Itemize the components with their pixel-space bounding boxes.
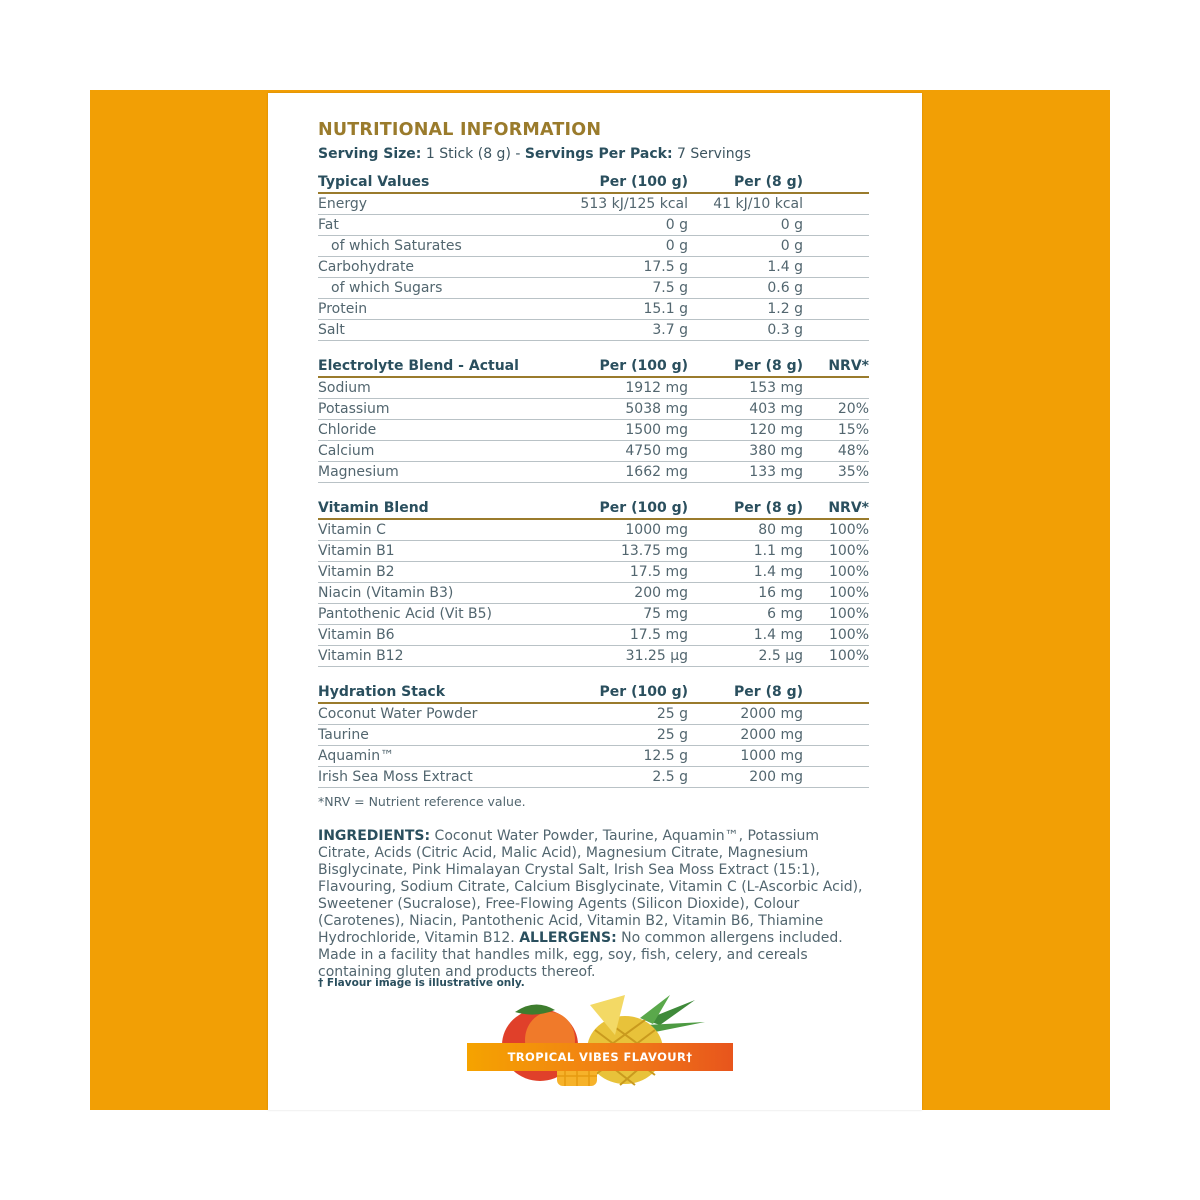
nutrient-value: 100% — [803, 625, 869, 646]
nutrient-name: Magnesium — [318, 462, 550, 483]
nutrient-name: Carbohydrate — [318, 257, 550, 278]
table-row — [318, 725, 869, 746]
nutrient-name: Energy — [318, 193, 550, 215]
column-header: NRV* — [803, 349, 869, 377]
table-row — [318, 257, 869, 278]
nutrient-name: Taurine — [318, 725, 550, 746]
nutrient-value: 1.1 mg — [688, 541, 803, 562]
nutrient-value: 7.5 g — [550, 278, 688, 299]
table-row — [318, 646, 869, 667]
table-row — [318, 625, 869, 646]
nutrient-value: 120 mg — [688, 420, 803, 441]
nutrient-name: Chloride — [318, 420, 550, 441]
nutrient-value: 12.5 g — [550, 746, 688, 767]
nutrient-name: Salt — [318, 320, 550, 341]
serving-size-value: 1 Stick (8 g) — [425, 146, 511, 162]
nutrient-value: 513 kJ/125 kcal — [550, 193, 688, 215]
nutrient-value: 0.3 g — [688, 320, 803, 341]
nutrient-value: 25 g — [550, 703, 688, 725]
nutrient-name: Vitamin B2 — [318, 562, 550, 583]
nutrient-value: 48% — [803, 441, 869, 462]
column-header — [803, 675, 869, 703]
table-row — [318, 703, 869, 725]
nutrition-content — [318, 118, 869, 981]
nutrient-value — [803, 299, 869, 320]
nutrient-value: 0 g — [688, 215, 803, 236]
allergens-label: ALLERGENS: — [519, 930, 617, 946]
nutrient-value: 17.5 mg — [550, 562, 688, 583]
column-header: NRV* — [803, 491, 869, 519]
nutrient-name: Fat — [318, 215, 550, 236]
nutrient-value: 41 kJ/10 kcal — [688, 193, 803, 215]
nutrient-name: Sodium — [318, 377, 550, 399]
nutrient-name: Coconut Water Powder — [318, 703, 550, 725]
nutrient-value: 4750 mg — [550, 441, 688, 462]
nutrient-value — [803, 278, 869, 299]
nutrient-value: 100% — [803, 519, 869, 541]
nutrient-value: 1000 mg — [688, 746, 803, 767]
nutrient-value: 0.6 g — [688, 278, 803, 299]
nutrient-value: 1662 mg — [550, 462, 688, 483]
nutrient-value — [803, 257, 869, 278]
column-header: Per (100 g) — [550, 349, 688, 377]
servings-per-pack-label: Servings Per Pack: — [524, 146, 673, 162]
table-row — [318, 441, 869, 462]
section-spacer — [318, 341, 869, 350]
nutrient-name: Calcium — [318, 441, 550, 462]
nutrient-name: Niacin (Vitamin B3) — [318, 583, 550, 604]
column-header: Per (8 g) — [688, 165, 803, 193]
table-row — [318, 420, 869, 441]
nutrient-value: 2.5 µg — [688, 646, 803, 667]
nutrient-value: 133 mg — [688, 462, 803, 483]
nutrient-name: Irish Sea Moss Extract — [318, 767, 550, 788]
nutrient-value — [803, 193, 869, 215]
serving-size-label: Serving Size: — [318, 146, 422, 162]
column-header: Vitamin Blend — [318, 491, 550, 519]
flavour-banner: TROPICAL VIBES FLAVOUR† — [467, 1043, 733, 1071]
nutrient-value: 13.75 mg — [550, 541, 688, 562]
nutrient-value: 200 mg — [550, 583, 688, 604]
nutrient-value — [803, 236, 869, 257]
nutrient-value: 1.4 mg — [688, 562, 803, 583]
column-header: Per (100 g) — [550, 675, 688, 703]
nutrient-name: Vitamin B1 — [318, 541, 550, 562]
table-row — [318, 193, 869, 215]
nutrient-value: 17.5 g — [550, 257, 688, 278]
nutrient-value: 100% — [803, 646, 869, 667]
nutrient-value — [803, 215, 869, 236]
nutrient-name: of which Saturates — [318, 236, 550, 257]
ingredients-label: INGREDIENTS: — [318, 828, 431, 844]
table-row — [318, 399, 869, 420]
nutrient-value: 16 mg — [688, 583, 803, 604]
nutrient-value — [803, 725, 869, 746]
table-row — [318, 604, 869, 625]
column-header: Electrolyte Blend - Actual — [318, 349, 550, 377]
nutrient-value — [803, 703, 869, 725]
mango-pineapple-image — [495, 990, 725, 1090]
nutrient-value: 20% — [803, 399, 869, 420]
nutrient-name: Vitamin B12 — [318, 646, 550, 667]
nutrient-name: Vitamin C — [318, 519, 550, 541]
table-row — [318, 236, 869, 257]
nutrient-value: 75 mg — [550, 604, 688, 625]
nutrient-value — [803, 377, 869, 399]
servings-per-pack-value: 7 Servings — [677, 146, 751, 162]
nutrient-value — [803, 746, 869, 767]
table-row — [318, 541, 869, 562]
column-header: Per (8 g) — [688, 491, 803, 519]
nutrient-value — [803, 320, 869, 341]
allergens-text: No common allergens included. Made in a facility that handles milk, egg, soy, fish, celery, and cereals containing gluten and products thereof. — [318, 930, 843, 980]
nutrient-value: 153 mg — [688, 377, 803, 399]
table-row — [318, 767, 869, 788]
table-row — [318, 746, 869, 767]
nutrient-value: 5038 mg — [550, 399, 688, 420]
nutrient-value: 100% — [803, 604, 869, 625]
serving-info — [318, 143, 869, 165]
column-header: Typical Values — [318, 165, 550, 193]
nutrient-value: 100% — [803, 562, 869, 583]
section-spacer — [318, 667, 869, 676]
nutrient-value: 2000 mg — [688, 725, 803, 746]
table-row — [318, 320, 869, 341]
nutrient-value: 100% — [803, 541, 869, 562]
nutrient-value: 17.5 mg — [550, 625, 688, 646]
nutrient-value: 1.4 g — [688, 257, 803, 278]
nutrient-value: 0 g — [550, 236, 688, 257]
nutrient-value: 35% — [803, 462, 869, 483]
nutrient-value: 2000 mg — [688, 703, 803, 725]
serving-separator: - — [515, 146, 521, 162]
nutrient-value: 15.1 g — [550, 299, 688, 320]
table-row — [318, 562, 869, 583]
nutrient-name: of which Sugars — [318, 278, 550, 299]
ingredients-block — [318, 828, 869, 981]
column-header — [803, 165, 869, 193]
table-row — [318, 583, 869, 604]
nutrient-value: 6 mg — [688, 604, 803, 625]
nutrient-value: 0 g — [550, 215, 688, 236]
vitamin-header-row — [318, 491, 869, 519]
column-header: Hydration Stack — [318, 675, 550, 703]
table-row — [318, 215, 869, 236]
nutrient-value: 25 g — [550, 725, 688, 746]
typical-header-row — [318, 165, 869, 193]
nutrition-table — [318, 165, 869, 788]
column-header: Per (8 g) — [688, 349, 803, 377]
nutrient-value: 80 mg — [688, 519, 803, 541]
nutrient-value: 31.25 µg — [550, 646, 688, 667]
page-title: NUTRITIONAL INFORMATION — [318, 120, 602, 140]
nutrient-value: 403 mg — [688, 399, 803, 420]
nrv-footnote: *NRV = Nutrient reference value. — [318, 794, 526, 809]
section-spacer — [318, 483, 869, 492]
hydration-header-row — [318, 675, 869, 703]
nutrient-value: 100% — [803, 583, 869, 604]
table-row — [318, 462, 869, 483]
table-row — [318, 519, 869, 541]
nutrient-value: 380 mg — [688, 441, 803, 462]
nutrient-name: Pantothenic Acid (Vit B5) — [318, 604, 550, 625]
column-header: Per (100 g) — [550, 165, 688, 193]
nutrient-value: 1500 mg — [550, 420, 688, 441]
nutrient-value: 200 mg — [688, 767, 803, 788]
column-header: Per (100 g) — [550, 491, 688, 519]
nutrient-value: 0 g — [688, 236, 803, 257]
nutrient-name: Protein — [318, 299, 550, 320]
ingredients-text: Coconut Water Powder, Taurine, Aquamin™, Potassium Citrate, Acids (Citric Acid, Malic Acid), Magnesium Citrate, Magnesium Bisglycinate, Pink Himalayan Crystal Salt, Irish Sea Moss Extract (15:1), Flavouring, Sodium Citrate, Calcium Bisglycinate, Vitamin C (L-Ascorbic Acid), Sweetener (Sucralose), Free-Flowing Agents (Silicon Dioxide), Colour (Carotenes), Niacin, Pantothenic Acid, Vitamin B2, Vitamin B6, Thiamine Hydrochloride, Vitamin B12. — [318, 828, 863, 946]
nutrient-value: 1912 mg — [550, 377, 688, 399]
column-header: Per (8 g) — [688, 675, 803, 703]
table-row — [318, 377, 869, 399]
nutrient-name: Aquamin™ — [318, 746, 550, 767]
nutrient-value: 15% — [803, 420, 869, 441]
nutrient-value — [803, 767, 869, 788]
nutrient-value: 1.2 g — [688, 299, 803, 320]
nutrient-value: 1000 mg — [550, 519, 688, 541]
table-row — [318, 299, 869, 320]
nutrient-value: 1.4 mg — [688, 625, 803, 646]
nutrient-name: Vitamin B6 — [318, 625, 550, 646]
nutrient-value: 2.5 g — [550, 767, 688, 788]
nutrient-value: 3.7 g — [550, 320, 688, 341]
table-row — [318, 278, 869, 299]
electrolyte-header-row — [318, 349, 869, 377]
nutrient-name: Potassium — [318, 399, 550, 420]
flavour-image-note: † Flavour image is illustrative only. — [318, 977, 525, 989]
